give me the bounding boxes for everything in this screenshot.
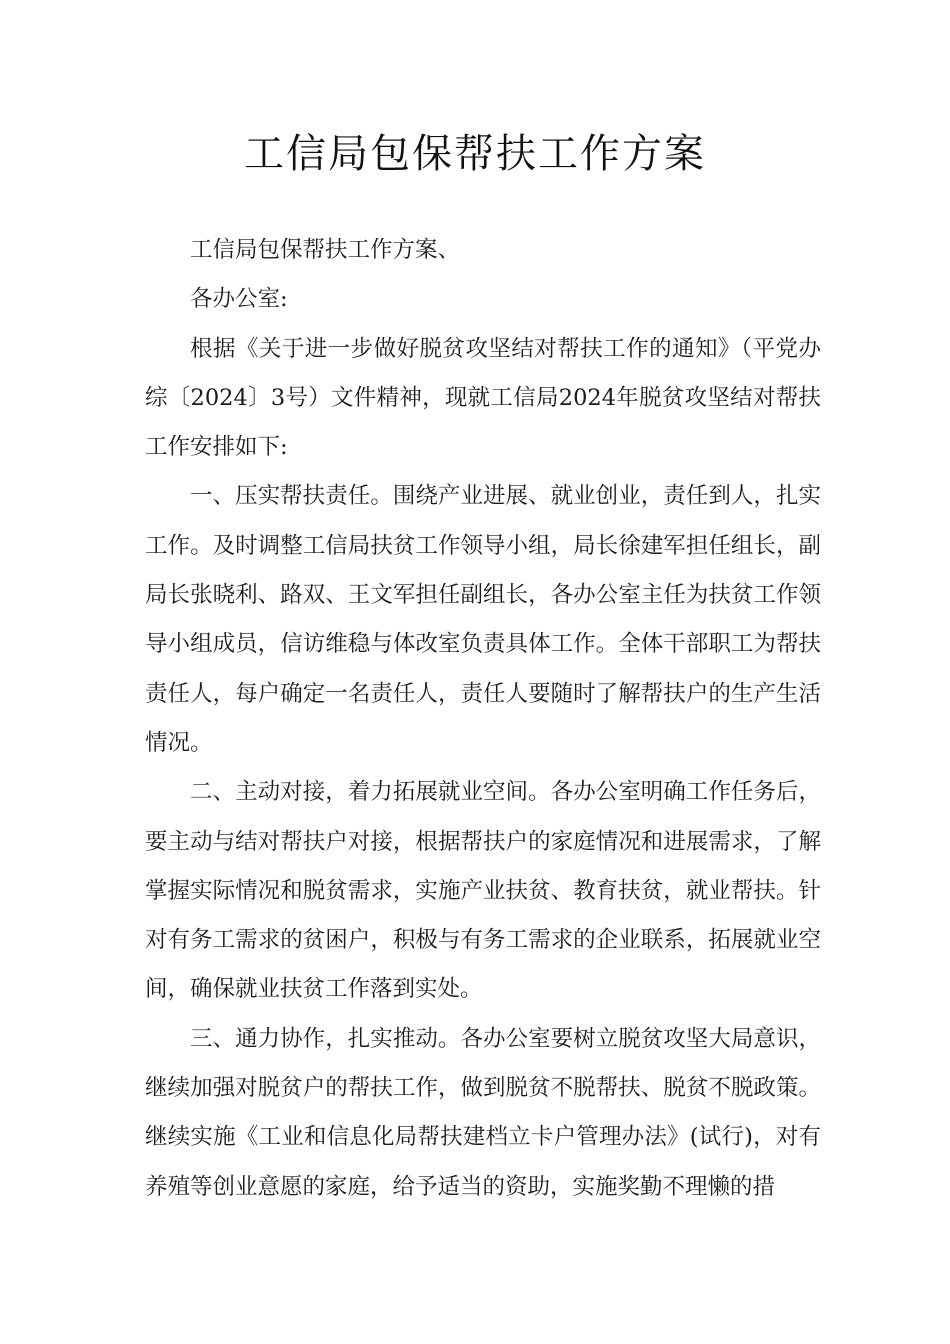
paragraph-section-2: 二、主动对接，着力拓展就业空间。各办公室明确工作任务后，要主动与结对帮扶户对接，根据帮扶户的家庭情况和进展需求，了解掌握实际情况和脱贫需求，实施产业扶贫、教育扶贫，就业帮扶。针对有务工需求的贫困户，积极与有务工需求的企业联系，拓展就业空间，确保就业扶贫工作落到实处。 [145,779,821,1003]
paragraph-section-3: 三、通力协作，扎实推动。各办公室要树立脱贫攻坚大局意识，继续加强对脱贫户的帮扶工作，做到脱贫不脱帮扶、脱贫不脱政策。继续实施《工业和信息化局帮扶建档立卡户管理办法》(试行)，对有养殖等创业意愿的家庭，给予适当的资助，实施奖勤不理懒的措 [145,1025,821,1200]
paragraph-intro: 根据《关于进一步做好脱贫攻坚结对帮扶工作的通知》（平党办综〔2024〕3号）文件精神，现就工信局2024年脱贫攻坚结对帮扶工作安排如下: [145,335,821,461]
paragraph-addressee: 各办公室: [190,286,288,313]
document-body [145,226,821,1212]
paragraph-subject: 工信局包保帮扶工作方案、 [190,237,461,263]
document-title: 工信局包保帮扶工作方案 [244,131,706,177]
paragraph-section-1: 一、压实帮扶责任。围绕产业进展、就业创业，责任到人，扎实工作。及时调整工信局扶贫工作领导小组，局长徐建军担任组长，副局长张晓利、路双、王文军担任副组长，各办公室主任为扶贫工作领导小组成员，信访维稳与体改室负责具体工作。全体干部职工为帮扶责任人，每户确定一名责任人，责任人要随时了解帮扶户的生产生活情况。 [145,483,821,756]
